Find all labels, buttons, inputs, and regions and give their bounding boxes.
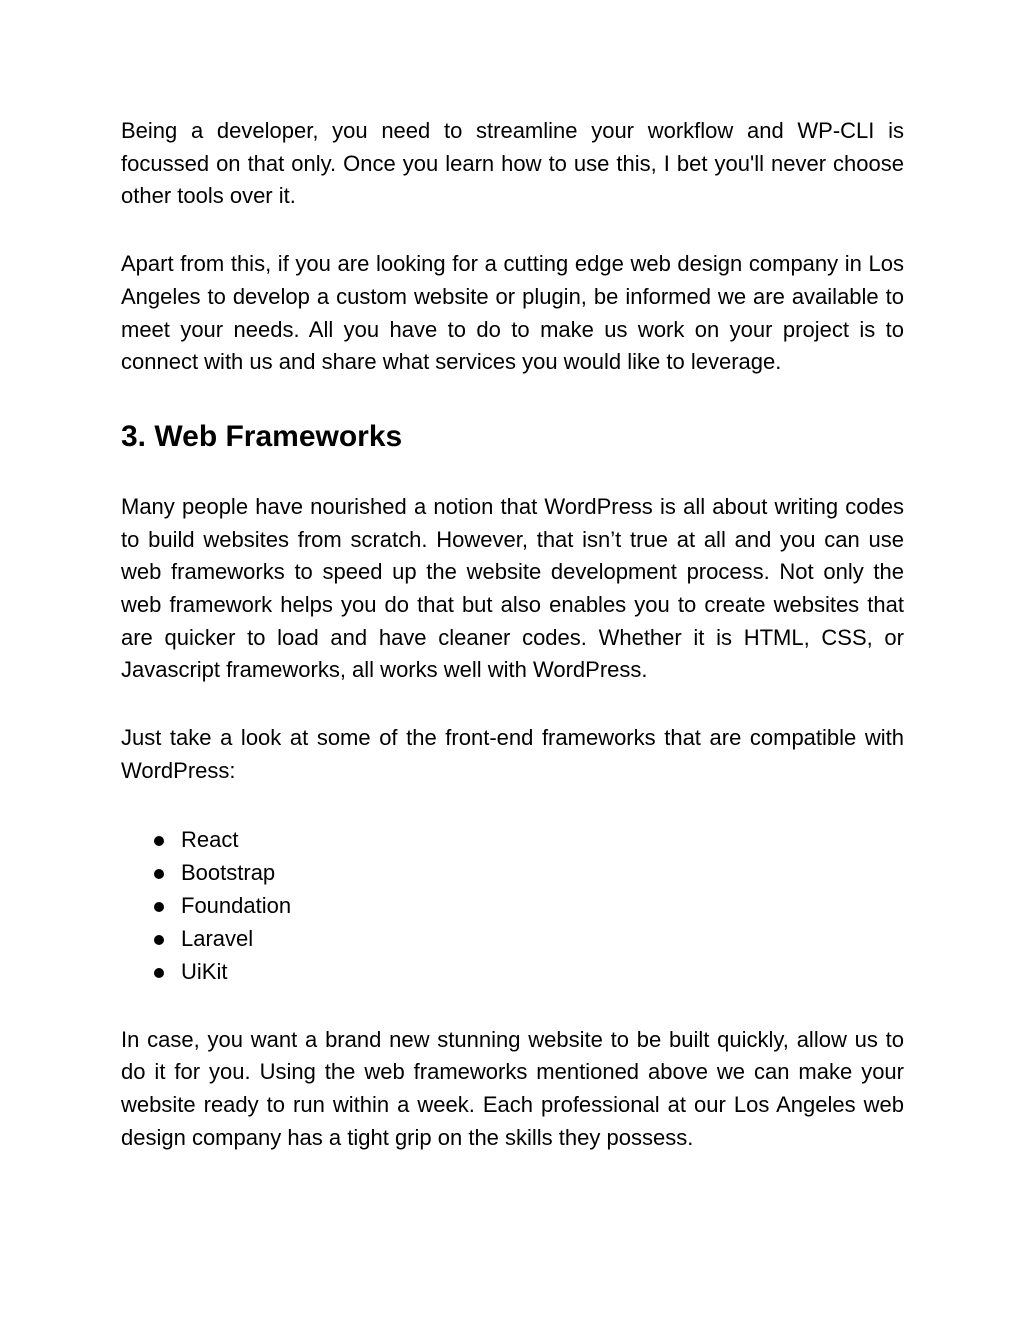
list-item (121, 823, 904, 856)
paragraph-list-intro: Just take a look at some of the front-end frameworks that are compatible with WordPress: (121, 725, 904, 783)
section-heading: 3. Web Frameworks (121, 419, 403, 453)
list-item (121, 856, 904, 889)
list-item-label: React (181, 826, 239, 852)
frameworks-list (121, 823, 904, 989)
document-page (121, 115, 904, 1154)
list-item-label: Bootstrap (181, 859, 276, 885)
list-item-label: Foundation (181, 892, 292, 918)
bullet-icon (154, 869, 164, 879)
list-item (121, 922, 904, 955)
list-item-label: Laravel (181, 926, 254, 952)
list-item (121, 955, 904, 988)
bullet-icon (154, 935, 164, 945)
paragraph-company-offer: Apart from this, if you are looking for a cutting edge web design company in Los Angeles to develop a custom website or plugin, be informed we are available to meet your needs. All you have to do to make us work on your project is to connect with us and share what services you would like to leverage. (121, 251, 904, 375)
paragraph-frameworks-intro: Many people have nourished a notion that WordPress is all about writing codes to build websites from scratch. However, that isn’t true at all and you can use web frameworks to speed up the website development process. Not only the web framework helps you do that but also enables you to create websites that are quicker to load and have cleaner codes. Whether it is HTML, CSS, or Javascript frameworks, all works well with WordPress. (121, 493, 904, 683)
list-item-label: UiKit (181, 959, 228, 985)
paragraph-closing: In case, you want a brand new stunning website to be built quickly, allow us to do it for you. Using the web frameworks mentioned above we can make your website ready to run within a week. Each professional at our Los Angeles web design company has a tight grip on the skills they possess. (121, 1026, 904, 1150)
bullet-icon (154, 836, 164, 846)
list-item (121, 889, 904, 922)
bullet-icon (154, 902, 164, 912)
paragraph-wp-cli: Being a developer, you need to streamline your workflow and WP-CLI is focussed on that only. Once you learn how to use this, I bet you'll never choose other tools over it. (121, 118, 904, 209)
bullet-icon (154, 968, 164, 978)
